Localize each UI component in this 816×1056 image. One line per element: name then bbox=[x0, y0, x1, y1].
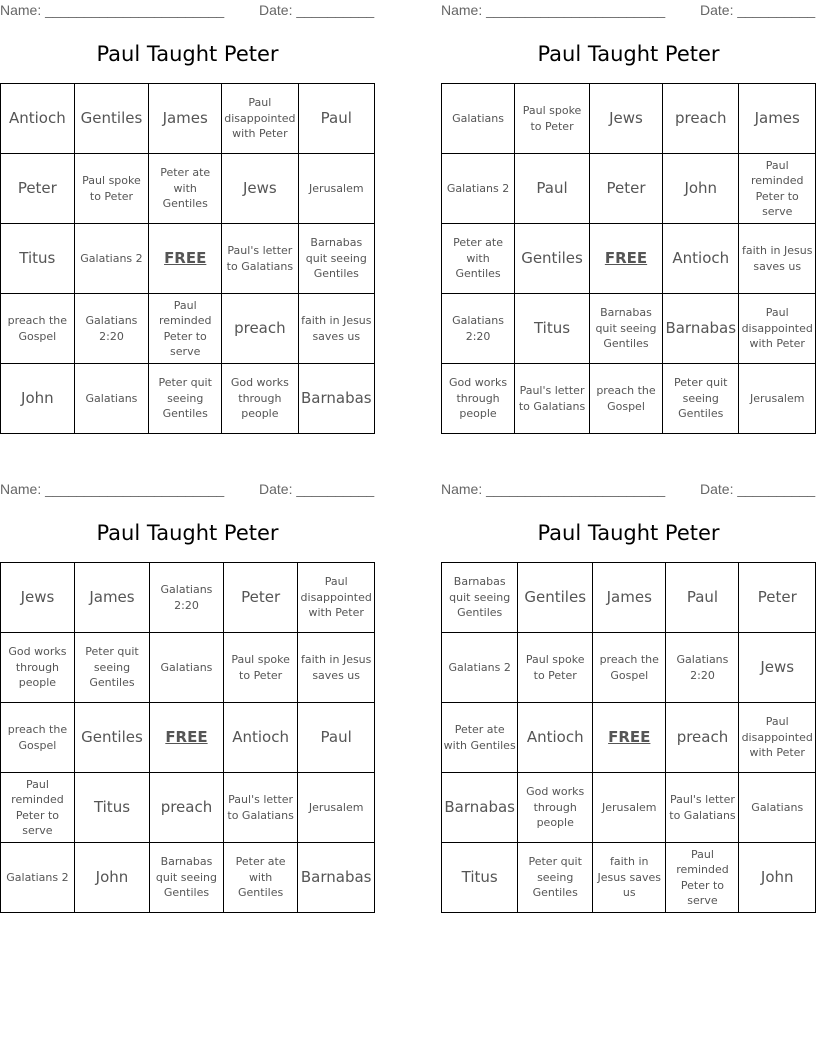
grid-row bbox=[442, 843, 816, 913]
grid-row bbox=[1, 703, 375, 773]
bingo-cell: God works through people bbox=[518, 773, 593, 843]
bingo-cell: God works through people bbox=[222, 364, 298, 434]
bingo-cell: Antioch bbox=[663, 224, 739, 294]
bingo-cell: God works through people bbox=[1, 633, 75, 703]
bingo-cell: Jerusalem bbox=[593, 773, 666, 843]
grid-row bbox=[442, 633, 816, 703]
grid-row bbox=[442, 364, 816, 434]
bingo-cell: Galatians bbox=[150, 633, 224, 703]
name-line: Name: _______________________ bbox=[441, 481, 666, 497]
date-line: Date: __________ bbox=[700, 481, 816, 497]
bingo-cell: Barnabas quit seeing Gentiles bbox=[589, 294, 662, 364]
bingo-cell: Jews bbox=[1, 563, 75, 633]
bingo-cell: Titus bbox=[442, 843, 518, 913]
grid-row bbox=[442, 703, 816, 773]
grid-row bbox=[1, 224, 375, 294]
bingo-cell: Peter quit seeing Gentiles bbox=[74, 633, 149, 703]
bingo-cell: Peter quit seeing Gentiles bbox=[663, 364, 739, 434]
bingo-cell: preach the Gospel bbox=[593, 633, 666, 703]
bingo-cell: John bbox=[739, 843, 816, 913]
bingo-cell: Barnabas bbox=[298, 843, 375, 913]
bingo-cell: Barnabas quit seeing Gentiles bbox=[150, 843, 224, 913]
bingo-cell: Gentiles bbox=[74, 84, 149, 154]
bingo-cell: preach bbox=[150, 773, 224, 843]
bingo-card-4 bbox=[441, 479, 816, 909]
name-line: Name: _______________________ bbox=[0, 2, 225, 18]
free-space-cell: FREE bbox=[149, 224, 222, 294]
bingo-card-1 bbox=[0, 0, 375, 430]
grid-row bbox=[1, 843, 375, 913]
grid-row bbox=[1, 84, 375, 154]
bingo-cell: Jerusalem bbox=[298, 773, 375, 843]
bingo-cell: James bbox=[593, 563, 666, 633]
bingo-cell: Paul reminded Peter to serve bbox=[1, 773, 75, 843]
bingo-cell: Galatians bbox=[442, 84, 515, 154]
bingo-cell: preach bbox=[666, 703, 739, 773]
bingo-cell: John bbox=[663, 154, 739, 224]
bingo-cell: Galatians 2 bbox=[1, 843, 75, 913]
bingo-cell: Galatians 2 bbox=[442, 633, 518, 703]
bingo-cell: Barnabas bbox=[663, 294, 739, 364]
grid-row bbox=[442, 563, 816, 633]
bingo-cell: Antioch bbox=[518, 703, 593, 773]
bingo-cell: preach the Gospel bbox=[589, 364, 662, 434]
header-row bbox=[0, 0, 375, 20]
bingo-cell: Galatians bbox=[739, 773, 816, 843]
bingo-cell: Paul's letter to Galatians bbox=[515, 364, 590, 434]
bingo-cell: Paul's letter to Galatians bbox=[223, 773, 298, 843]
bingo-cell: preach bbox=[663, 84, 739, 154]
bingo-cell: faith in Jesus saves us bbox=[298, 294, 374, 364]
grid-row bbox=[1, 364, 375, 434]
bingo-grid bbox=[0, 83, 375, 434]
name-line: Name: _______________________ bbox=[0, 481, 225, 497]
bingo-cell: Paul spoke to Peter bbox=[74, 154, 149, 224]
card-title: Paul Taught Peter bbox=[96, 521, 279, 545]
bingo-cell: Paul reminded Peter to serve bbox=[739, 154, 816, 224]
bingo-cell: Jerusalem bbox=[298, 154, 374, 224]
bingo-cell: Paul's letter to Galatians bbox=[222, 224, 298, 294]
bingo-cell: Galatians 2:20 bbox=[666, 633, 739, 703]
bingo-cell: Peter quit seeing Gentiles bbox=[518, 843, 593, 913]
card-title: Paul Taught Peter bbox=[537, 42, 720, 66]
bingo-cell: faith in Jesus saves us bbox=[298, 633, 375, 703]
grid-row bbox=[442, 224, 816, 294]
bingo-cell: Antioch bbox=[1, 84, 75, 154]
bingo-cell: preach bbox=[222, 294, 298, 364]
bingo-cell: Gentiles bbox=[74, 703, 149, 773]
bingo-cell: Paul spoke to Peter bbox=[515, 84, 590, 154]
bingo-cell: faith in Jesus saves us bbox=[739, 224, 816, 294]
header-row bbox=[0, 479, 375, 499]
bingo-cell: Paul disappointed with Peter bbox=[298, 563, 375, 633]
header-row bbox=[441, 479, 816, 499]
bingo-cell: Peter bbox=[223, 563, 298, 633]
bingo-cell: Galatians 2:20 bbox=[442, 294, 515, 364]
bingo-cell: Paul bbox=[298, 703, 375, 773]
bingo-cell: James bbox=[739, 84, 816, 154]
bingo-cell: Peter quit seeing Gentiles bbox=[149, 364, 222, 434]
bingo-cell: Paul spoke to Peter bbox=[223, 633, 298, 703]
grid-row bbox=[1, 563, 375, 633]
bingo-cell: Galatians 2:20 bbox=[74, 294, 149, 364]
bingo-cell: Peter ate with Gentiles bbox=[149, 154, 222, 224]
bingo-grid bbox=[441, 83, 816, 434]
bingo-cell: Paul spoke to Peter bbox=[518, 633, 593, 703]
bingo-cell: Paul's letter to Galatians bbox=[666, 773, 739, 843]
header-row bbox=[441, 0, 816, 20]
bingo-cell: Galatians 2:20 bbox=[150, 563, 224, 633]
bingo-cell: Paul bbox=[666, 563, 739, 633]
bingo-cell: Paul reminded Peter to serve bbox=[666, 843, 739, 913]
bingo-grid bbox=[0, 562, 375, 913]
bingo-cell: Antioch bbox=[223, 703, 298, 773]
bingo-cell: Paul disappointed with Peter bbox=[739, 703, 816, 773]
bingo-cell: Jews bbox=[222, 154, 298, 224]
bingo-cell: Paul bbox=[298, 84, 374, 154]
bingo-cell: Titus bbox=[74, 773, 149, 843]
bingo-cell: Barnabas quit seeing Gentiles bbox=[442, 563, 518, 633]
bingo-cell: Galatians bbox=[74, 364, 149, 434]
bingo-cell: Jerusalem bbox=[739, 364, 816, 434]
grid-row bbox=[442, 294, 816, 364]
bingo-cell: Peter bbox=[739, 563, 816, 633]
bingo-cell: faith in Jesus saves us bbox=[593, 843, 666, 913]
bingo-cell: Titus bbox=[1, 224, 75, 294]
bingo-cell: preach the Gospel bbox=[1, 294, 75, 364]
bingo-cell: James bbox=[149, 84, 222, 154]
bingo-cell: Gentiles bbox=[515, 224, 590, 294]
name-line: Name: _______________________ bbox=[441, 2, 666, 18]
date-line: Date: __________ bbox=[259, 481, 375, 497]
bingo-cell: Titus bbox=[515, 294, 590, 364]
free-space-cell: FREE bbox=[150, 703, 224, 773]
bingo-grid bbox=[441, 562, 816, 913]
bingo-card-3 bbox=[0, 479, 375, 909]
grid-row bbox=[1, 633, 375, 703]
bingo-cell: Barnabas quit seeing Gentiles bbox=[298, 224, 374, 294]
bingo-cell: John bbox=[1, 364, 75, 434]
bingo-cell: Barnabas bbox=[298, 364, 374, 434]
bingo-cell: James bbox=[74, 563, 149, 633]
bingo-cell: Peter bbox=[589, 154, 662, 224]
grid-row bbox=[1, 294, 375, 364]
grid-row bbox=[442, 154, 816, 224]
bingo-cell: Galatians 2 bbox=[74, 224, 149, 294]
bingo-cell: Galatians 2 bbox=[442, 154, 515, 224]
grid-row bbox=[442, 84, 816, 154]
bingo-cell: Paul disappointed with Peter bbox=[739, 294, 816, 364]
card-title: Paul Taught Peter bbox=[537, 521, 720, 545]
bingo-cell: Peter ate with Gentiles bbox=[442, 224, 515, 294]
grid-row bbox=[1, 773, 375, 843]
bingo-card-2 bbox=[441, 0, 816, 430]
date-line: Date: __________ bbox=[700, 2, 816, 18]
date-line: Date: __________ bbox=[259, 2, 375, 18]
bingo-cell: Paul reminded Peter to serve bbox=[149, 294, 222, 364]
grid-row bbox=[442, 773, 816, 843]
bingo-cell: Paul bbox=[515, 154, 590, 224]
card-title: Paul Taught Peter bbox=[96, 42, 279, 66]
bingo-cell: Gentiles bbox=[518, 563, 593, 633]
bingo-cell: John bbox=[74, 843, 149, 913]
bingo-cell: Jews bbox=[589, 84, 662, 154]
bingo-cell: Jews bbox=[739, 633, 816, 703]
bingo-cell: Peter ate with Gentiles bbox=[442, 703, 518, 773]
bingo-cell: Peter ate with Gentiles bbox=[223, 843, 298, 913]
bingo-cell: Peter bbox=[1, 154, 75, 224]
free-space-cell: FREE bbox=[589, 224, 662, 294]
bingo-cell: Barnabas bbox=[442, 773, 518, 843]
bingo-cell: God works through people bbox=[442, 364, 515, 434]
grid-row bbox=[1, 154, 375, 224]
bingo-cell: preach the Gospel bbox=[1, 703, 75, 773]
free-space-cell: FREE bbox=[593, 703, 666, 773]
bingo-cell: Paul disappointed with Peter bbox=[222, 84, 298, 154]
